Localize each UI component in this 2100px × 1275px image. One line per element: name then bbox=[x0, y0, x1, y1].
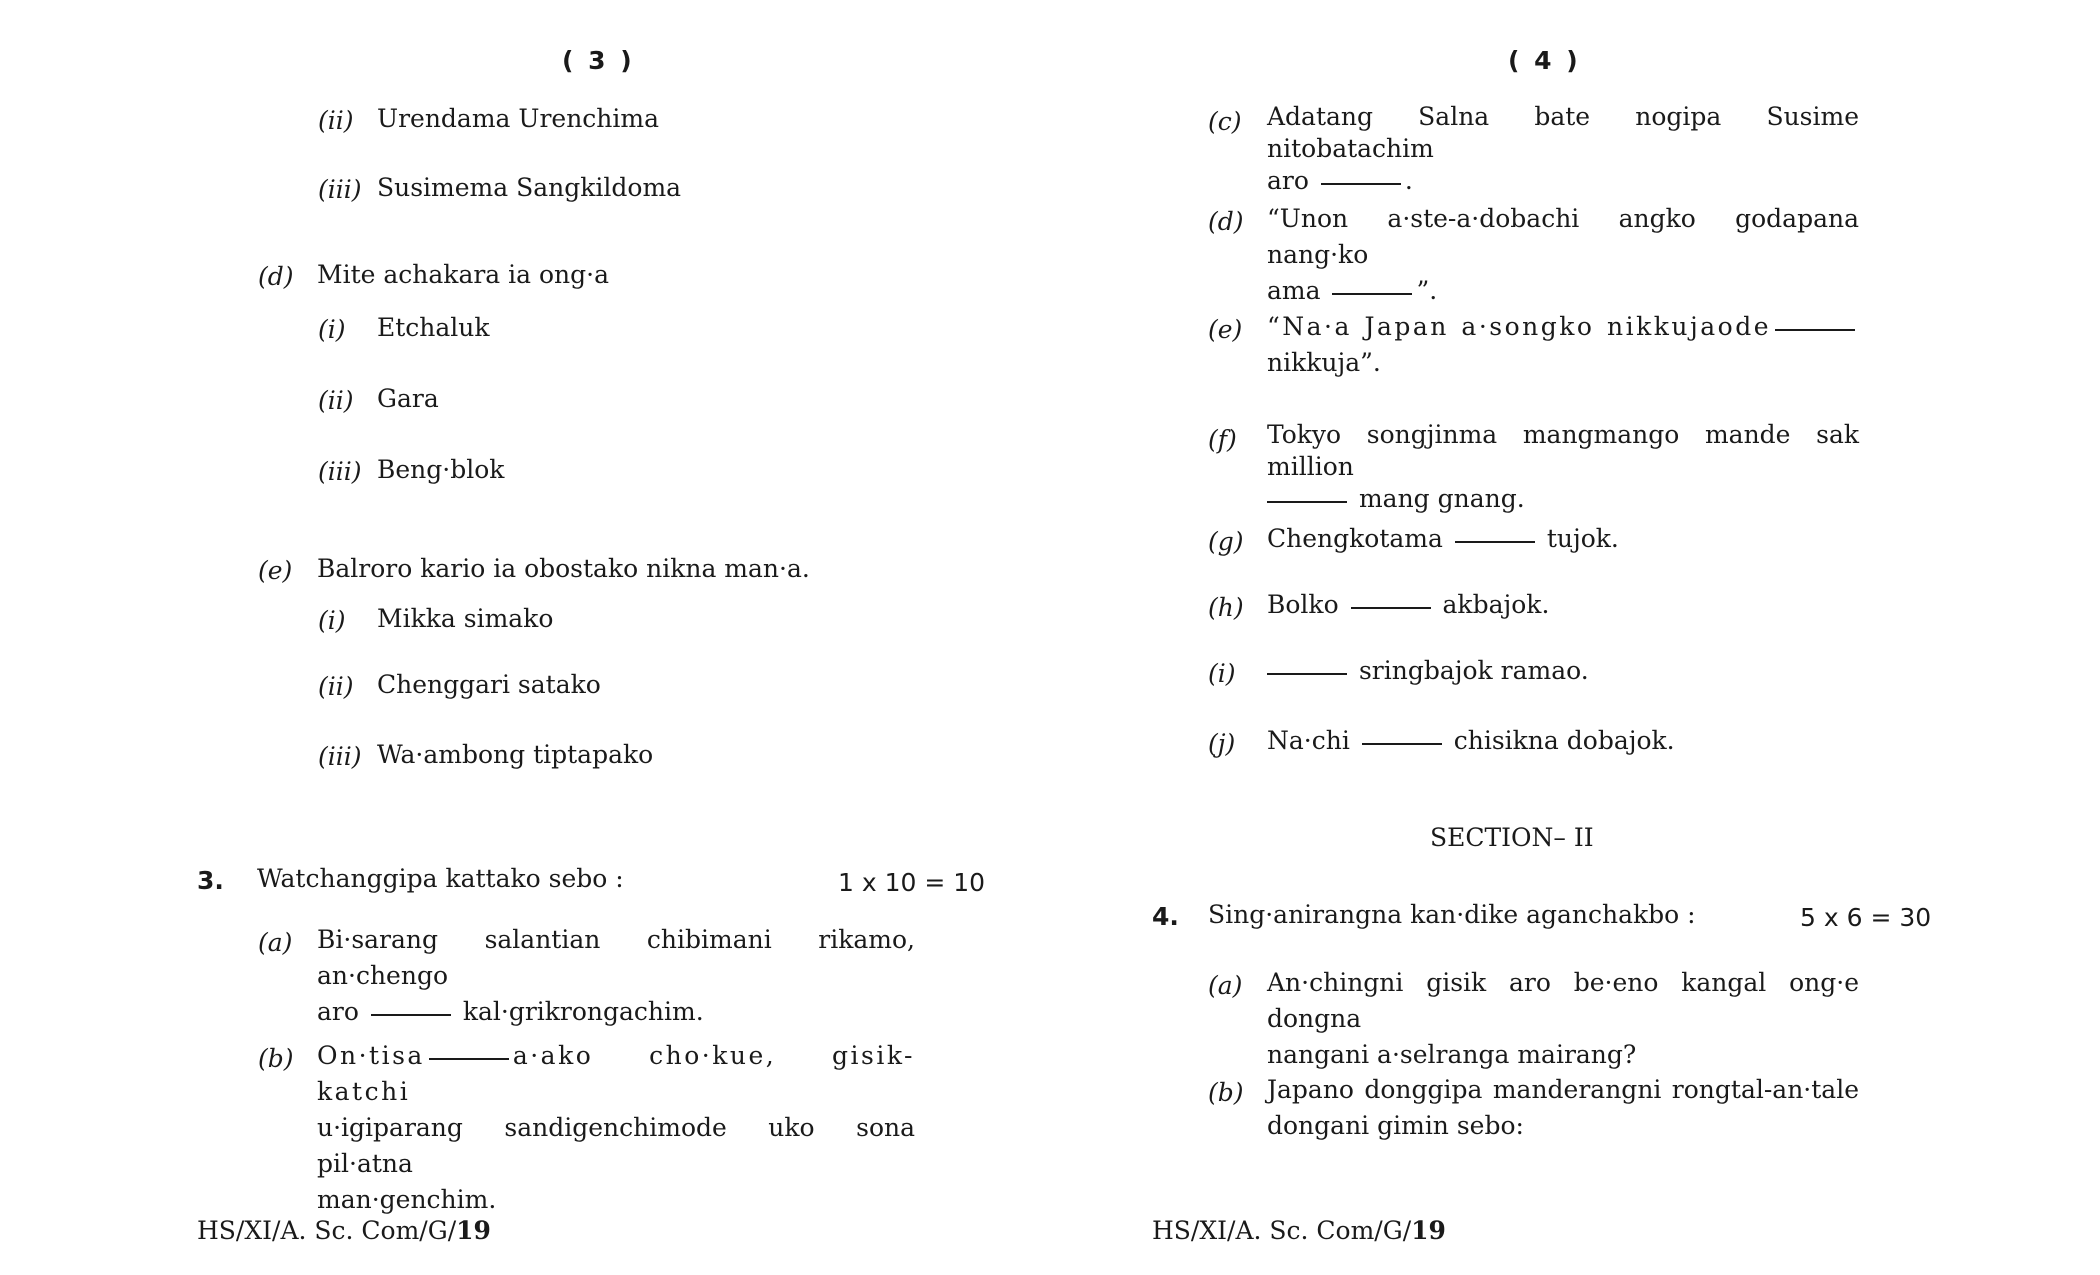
item-label: (i) bbox=[318, 606, 346, 635]
question-title: Watchanggipa kattako sebo : bbox=[257, 864, 624, 893]
question-text: Balroro kario ia obostako nikna man·a. bbox=[317, 554, 810, 583]
line-text: chisikna dobajok. bbox=[1453, 726, 1675, 755]
footer-code-text: HS/XI/A. Sc. Com/G/ bbox=[197, 1216, 457, 1245]
item-text: Wa·ambong tiptapako bbox=[377, 740, 654, 769]
question-label: (d) bbox=[258, 262, 294, 291]
footer-code bbox=[1152, 1216, 1446, 1245]
answer-blank[interactable] bbox=[1321, 183, 1401, 185]
line-text: Na·chi bbox=[1267, 726, 1350, 755]
item-text: Gara bbox=[377, 384, 439, 413]
item-text: Susimema Sangkildoma bbox=[377, 173, 682, 202]
question-label: (f) bbox=[1208, 425, 1237, 454]
question-line: “Unon a·ste-a·dobachi angko godapana nang·ko bbox=[1267, 204, 1859, 269]
question-line bbox=[1267, 165, 1859, 197]
fill-in-question bbox=[317, 1038, 915, 1218]
answer-blank[interactable] bbox=[1362, 743, 1442, 745]
essay-question bbox=[1267, 1072, 1859, 1144]
line-text: “Na·a Japan a·songko nikkujaode bbox=[1267, 312, 1771, 341]
answer-blank[interactable] bbox=[1775, 329, 1855, 331]
question-line bbox=[1267, 483, 1859, 515]
answer-blank[interactable] bbox=[371, 1014, 451, 1016]
footer-code-text: HS/XI/A. Sc. Com/G/ bbox=[1152, 1216, 1412, 1245]
line-text: a·ako cho·kue, gisik-katchi bbox=[317, 1041, 915, 1106]
fill-in-question bbox=[1267, 524, 1619, 553]
question-label: (b) bbox=[258, 1044, 294, 1073]
marks-allocation: 5 x 6 = 30 bbox=[1800, 903, 1932, 932]
footer-code-number: 19 bbox=[1411, 1216, 1446, 1245]
section-heading: SECTION– II bbox=[1430, 823, 1594, 852]
page-number: ( 4 ) bbox=[1508, 46, 1581, 75]
line-text: ”. bbox=[1416, 276, 1438, 305]
footer-code-number: 19 bbox=[456, 1216, 491, 1245]
right-page bbox=[1050, 0, 2100, 1275]
question-line bbox=[1267, 273, 1859, 309]
fill-in-question bbox=[1267, 101, 1859, 197]
answer-blank[interactable] bbox=[429, 1058, 509, 1060]
item-label: (iii) bbox=[318, 457, 362, 486]
item-label: (i) bbox=[318, 315, 346, 344]
answer-blank[interactable] bbox=[1267, 673, 1347, 675]
item-label: (iii) bbox=[318, 742, 362, 771]
question-line: Adatang Salna bate nogipa Susime nitobatachim bbox=[1267, 102, 1859, 163]
item-text: Mikka simako bbox=[377, 604, 554, 633]
footer-code bbox=[197, 1216, 491, 1245]
question-label: (b) bbox=[1208, 1078, 1244, 1107]
line-text: Bolko bbox=[1267, 590, 1339, 619]
item-label: (ii) bbox=[318, 106, 354, 135]
item-text: Urendama Urenchima bbox=[377, 104, 660, 133]
question-label: (i) bbox=[1208, 659, 1236, 688]
question-line: nangani a·selranga mairang? bbox=[1267, 1040, 1637, 1069]
question-line: An·chingni gisik aro be·eno kangal ong·e dongna bbox=[1267, 968, 1859, 1033]
question-label: (j) bbox=[1208, 729, 1236, 758]
question-line bbox=[1267, 309, 1859, 345]
line-text: . bbox=[1404, 166, 1413, 195]
line-text: aro bbox=[1267, 166, 1309, 195]
line-text: aro bbox=[317, 997, 359, 1026]
item-label: (iii) bbox=[318, 175, 362, 204]
question-label: (d) bbox=[1208, 207, 1244, 236]
line-text: Chengkotama bbox=[1267, 524, 1443, 553]
item-text: Chenggari satako bbox=[377, 670, 601, 699]
item-text: Beng·blok bbox=[377, 455, 505, 484]
answer-blank[interactable] bbox=[1351, 607, 1431, 609]
line-text: akbajok. bbox=[1442, 590, 1550, 619]
question-line: u·igiparang sandigenchimode uko sona pil·atna bbox=[317, 1113, 915, 1178]
question-label: (a) bbox=[258, 928, 293, 957]
answer-blank[interactable] bbox=[1267, 501, 1347, 503]
question-title: Sing·anirangna kan·dike aganchakbo : bbox=[1208, 900, 1696, 929]
fill-in-question bbox=[1267, 419, 1859, 515]
item-label: (ii) bbox=[318, 386, 354, 415]
line-text: sringbajok ramao. bbox=[1358, 656, 1589, 685]
answer-blank[interactable] bbox=[1332, 293, 1412, 295]
fill-in-question bbox=[1267, 726, 1675, 755]
question-label: (g) bbox=[1208, 527, 1244, 556]
fill-in-question bbox=[1267, 309, 1859, 381]
question-label: (c) bbox=[1208, 107, 1242, 136]
item-label: (ii) bbox=[318, 672, 354, 701]
line-text: mang gnang. bbox=[1358, 484, 1525, 513]
question-label: (e) bbox=[1208, 315, 1243, 344]
question-label: (h) bbox=[1208, 593, 1244, 622]
fill-in-question bbox=[1267, 656, 1589, 685]
question-line: nikkuja”. bbox=[1267, 348, 1381, 377]
question-label: (a) bbox=[1208, 971, 1243, 1000]
line-text: kal·grikrongachim. bbox=[462, 997, 704, 1026]
marks-allocation: 1 x 10 = 10 bbox=[838, 868, 986, 897]
answer-blank[interactable] bbox=[1455, 541, 1535, 543]
question-line bbox=[317, 994, 915, 1030]
fill-in-question bbox=[1267, 201, 1859, 309]
line-text: tujok. bbox=[1546, 524, 1619, 553]
question-line: dongani gimin sebo: bbox=[1267, 1111, 1524, 1140]
question-line: Bi·sarang salantian chibimani rikamo, an·chengo bbox=[317, 925, 915, 990]
question-line bbox=[317, 1038, 915, 1110]
question-number: 3. bbox=[197, 866, 224, 895]
question-text: Mite achakara ia ong·a bbox=[317, 260, 610, 289]
question-number: 4. bbox=[1152, 902, 1179, 931]
line-text: ama bbox=[1267, 276, 1321, 305]
fill-in-question bbox=[1267, 590, 1549, 619]
line-text: On·tisa bbox=[317, 1041, 425, 1070]
page-number: ( 3 ) bbox=[562, 46, 635, 75]
fill-in-question bbox=[317, 922, 915, 1030]
question-line: man·genchim. bbox=[317, 1185, 497, 1214]
item-text: Etchaluk bbox=[377, 313, 490, 342]
question-label: (e) bbox=[258, 556, 293, 585]
essay-question bbox=[1267, 965, 1859, 1073]
question-line: Japano donggipa manderangni rongtal-an·tale bbox=[1267, 1075, 1859, 1104]
question-line: Tokyo songjinma mangmango mande sak million bbox=[1267, 420, 1859, 481]
